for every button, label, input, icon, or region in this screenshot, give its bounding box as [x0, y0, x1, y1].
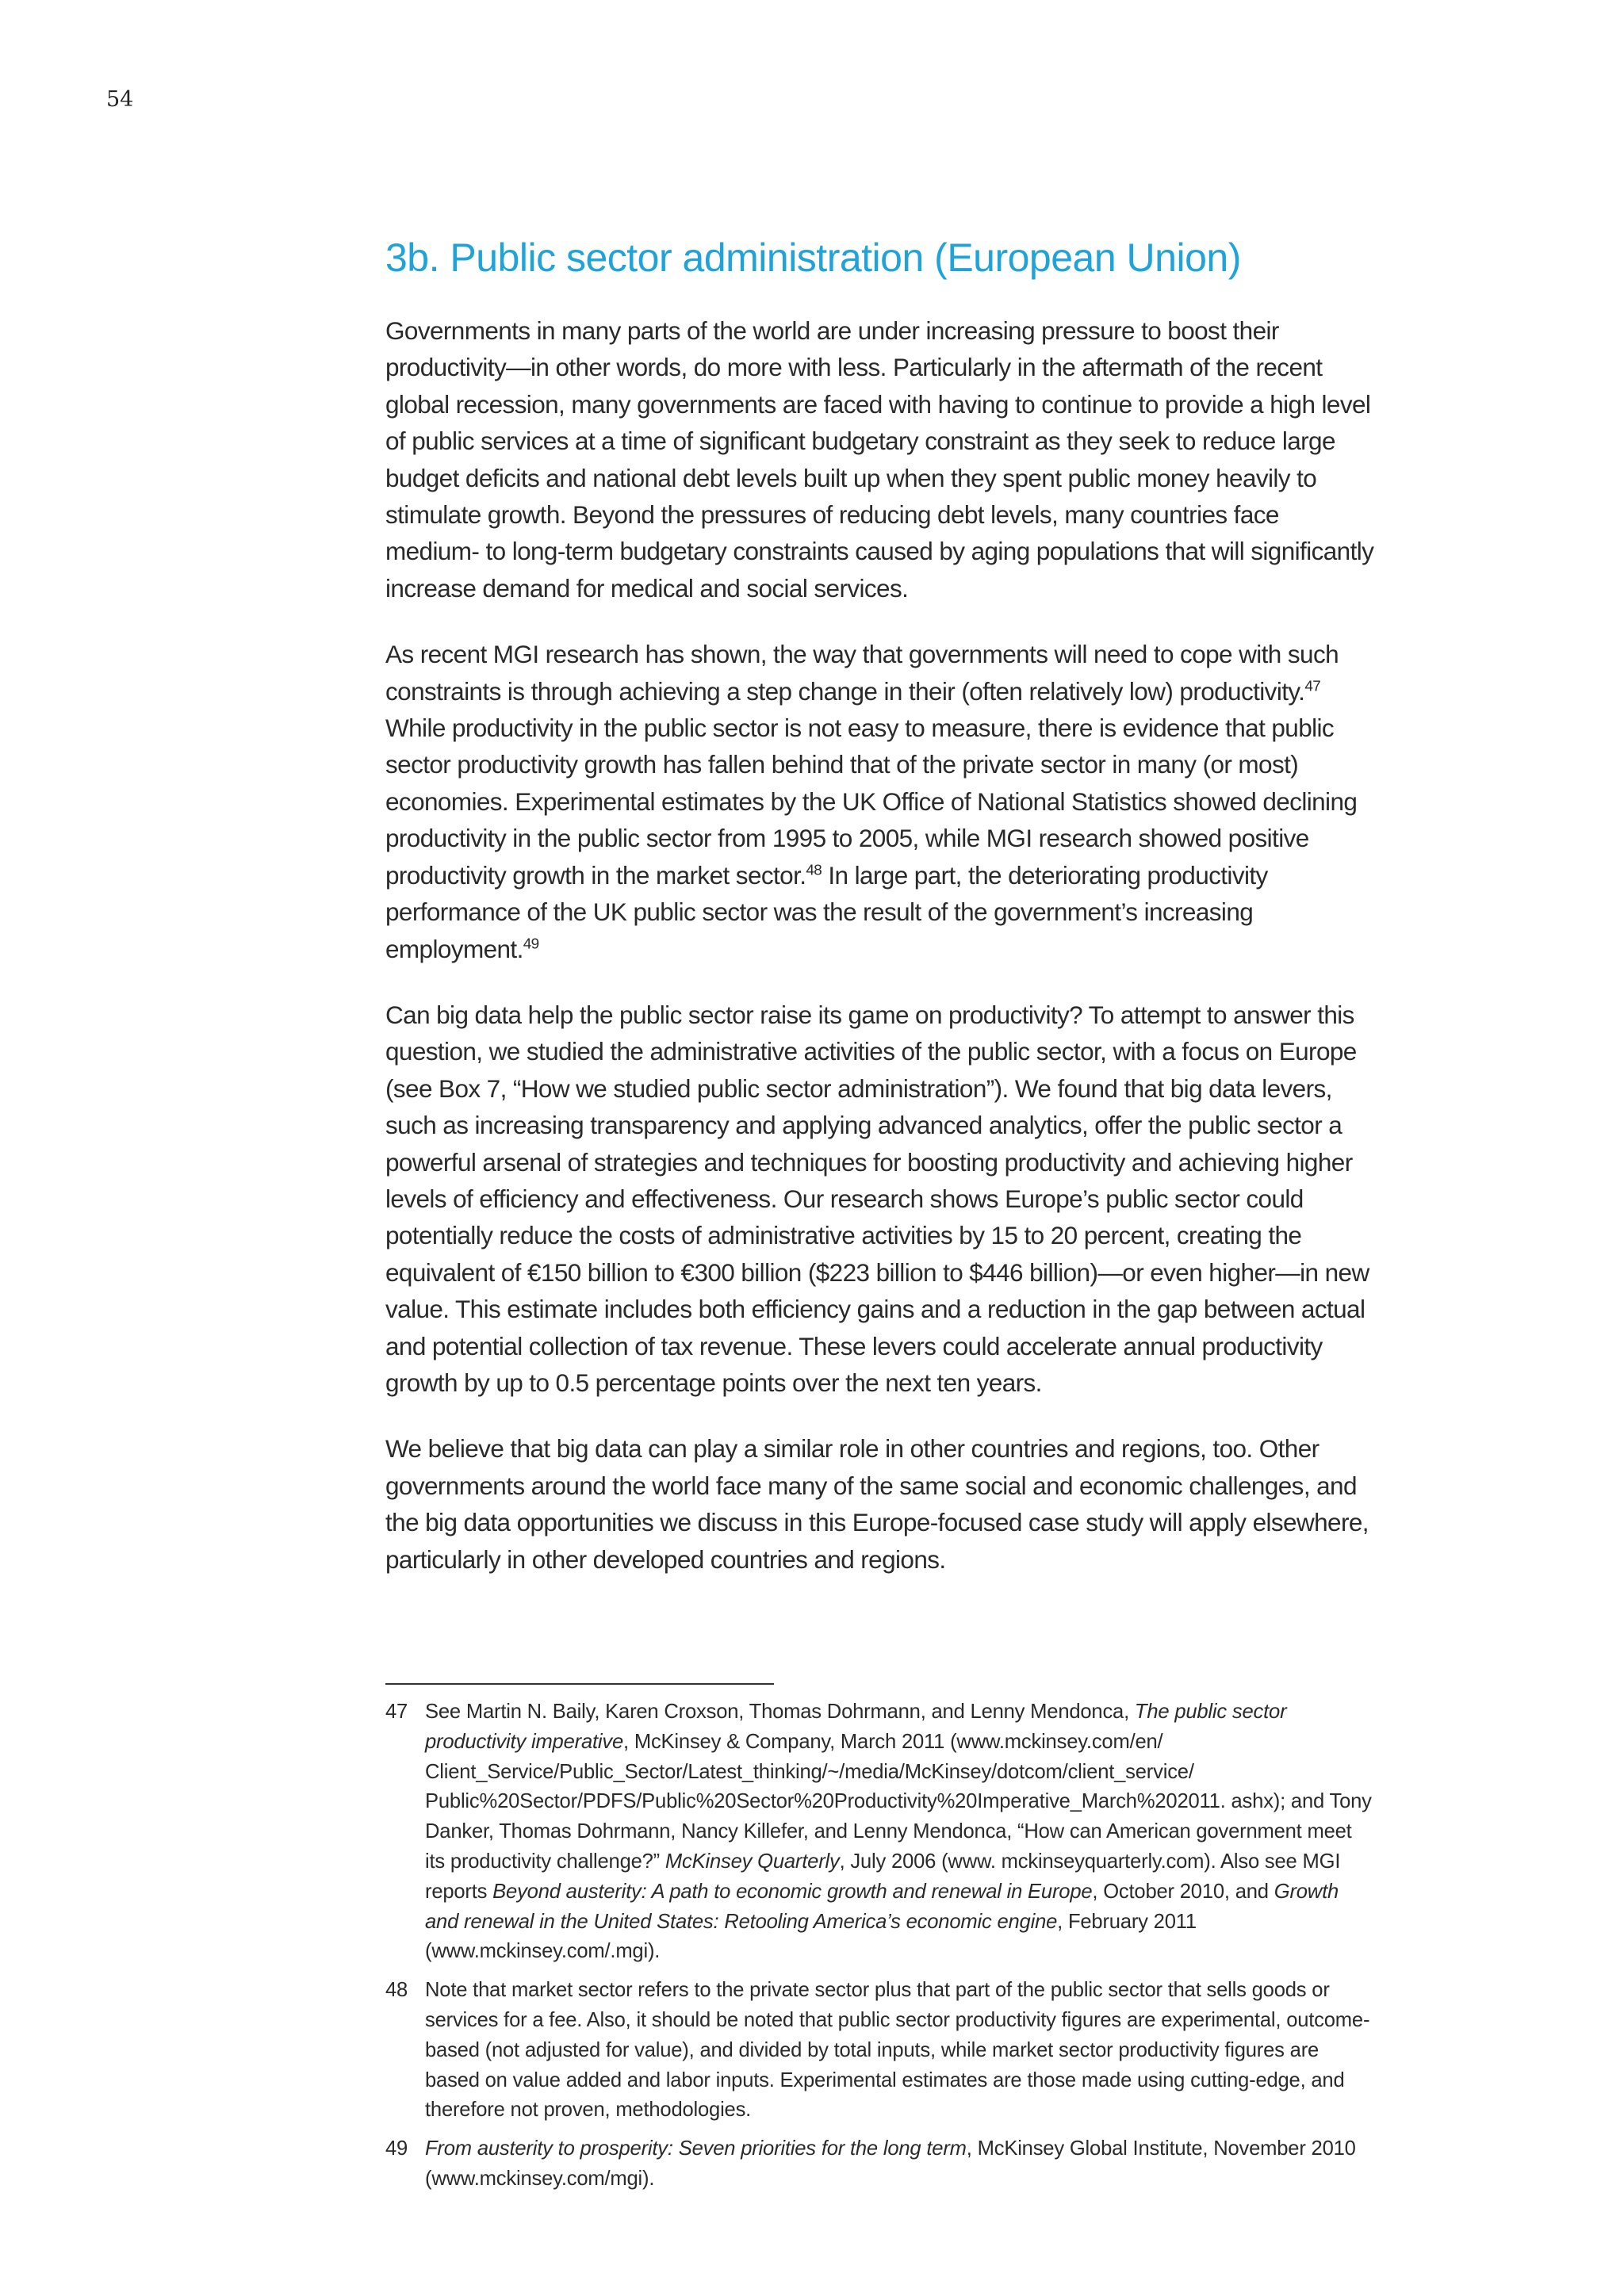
- footnote-title: Growth and renewal in the United States: Retooling America’s economic engine: [425, 1880, 1339, 1933]
- paragraph: We believe that big data can play a similar role in other countries and regions, too. Other governments around the world face many of the same social and economic challenges, and the big data opportunities we discuss in this Europe-focused case study will apply elsewhere, particularly in other developed countries and regions.: [385, 1434, 1369, 1574]
- footnote-title: Beyond austerity: A path to economic growth and renewal in Europe: [492, 1880, 1093, 1903]
- paragraph-text: In large part, the deteriorating productivity performance of the UK public sector was the result of the government’s increasing employment.: [385, 860, 1268, 963]
- footnote-segment: , October 2010, and: [1092, 1880, 1274, 1903]
- paragraph: Can big data help the public sector raise its game on productivity? To attempt to answer this question, we studied the administrative activities of the public sector, with a focus on Europe (see Box 7, “How we studied public sector administration”). We found that big data levers, such as increasing transparency and applying advanced analytics, offer the public sector a powerful arsenal of strategies and techniques for boosting productivity and achieving higher levels of efficiency and effectiveness. Our research shows Europe’s public sector could potentially reduce the costs of administrative activities by 15 to 20 percent, creating the equivalent of €150 billion to €300 billion ($223 billion to $446 billion)—or even higher—in new value. This estimate includes both efficiency gains and a reduction in the gap between actual and potential collection of tax revenue. These levers could accelerate annual productivity growth by up to 0.5 percentage points over the next ten years.: [385, 1000, 1369, 1397]
- footnote-text: [425, 1976, 1377, 2126]
- footnote: [385, 1697, 1377, 1967]
- footnote-segment: , McKinsey & Company, March 2011 (www.mckinsey.com/en/ Client_Service/Public_Sector/Latest_thinking/~/media/McKinsey/dotcom/client_service/ Public%20Sector/PDFS/Public%20Sector%20Productivity%20Imperative_March%202011. ashx); and Tony Danker, Thomas Dohrmann, Nancy Killefer, and Lenny Mendonca, “How can American government meet its productivity challenge?”: [425, 1730, 1372, 1873]
- footnote-number: 49: [385, 2137, 408, 2160]
- footnote-segment: , July 2006 (www. mckinseyquarterly.com). Also see MGI reports: [425, 1850, 1341, 1903]
- footnote-number: 48: [385, 1979, 408, 2002]
- footnote-title: McKinsey Quarterly: [665, 1850, 840, 1873]
- footnote-ref[interactable]: 47: [1304, 678, 1321, 695]
- section-title: 3b. Public sector administration (European Union): [385, 235, 1241, 280]
- footnote-text: [425, 2134, 1377, 2195]
- footnote-segment: , McKinsey Global Institute, November 2010 (www.mckinsey.com/mgi).: [425, 2137, 1356, 2190]
- footnote-ref[interactable]: 49: [523, 936, 539, 952]
- footnote: [385, 1976, 1377, 2126]
- footnote-divider: [385, 1683, 774, 1685]
- paragraph-text: While productivity in the public sector is not easy to measure, there is evidence that public sector productivity growth has fallen behind that of the private sector in many (or most) economies. Experimental estimates by the UK Office of National Statistics showed declining productivity in the public sector from 1995 to 2005, while MGI research showed positive productivity growth in the market sector.: [385, 714, 1358, 890]
- body-text: [385, 312, 1377, 1607]
- paragraph: Governments in many parts of the world are under increasing pressure to boost their productivity—in other words, do more with less. Particularly in the aftermath of the recent global recession, many governments are faced with having to continue to provide a high level of public services at a time of significant budgetary constraint as they seek to reduce large budget deficits and national debt levels built up when they spent public money heavily to stimulate growth. Beyond the pressures of reducing debt levels, many countries face medium- to long-term budgetary constraints caused by aging populations that will significantly increase demand for medical and social services.: [385, 316, 1374, 603]
- footnote-segment: See Martin N. Baily, Karen Croxson, Thomas Dohrmann, and Lenny Mendonca,: [425, 1701, 1135, 1723]
- footnote-segment: , February 2011 (www.mckinsey.com/.mgi).: [425, 1910, 1197, 1963]
- footnote-segment: Note that market sector refers to the private sector plus that part of the public sector that sells goods or services for a fee. Also, it should be noted that public sector productivity figures are experimental, outcome-based (not adjusted for value), and divided by total inputs, while market sector productivity figures are based on value added and labor inputs. Experimental estimates are those made using cutting-edge, and therefore not proven, methodologies.: [425, 1979, 1370, 2122]
- footnote-ref[interactable]: 48: [806, 862, 822, 879]
- footnote: [385, 2134, 1377, 2195]
- footnote-text: [425, 1697, 1377, 1967]
- footnote-title: The public sector productivity imperative: [425, 1701, 1287, 1753]
- paragraph: [385, 636, 1377, 967]
- footnotes: [385, 1697, 1377, 2203]
- footnote-number: 47: [385, 1701, 408, 1723]
- footnote-title: From austerity to prosperity: Seven priorities for the long term: [425, 2137, 967, 2160]
- paragraph-text: As recent MGI research has shown, the way that governments will need to cope with such constraints is through achieving a step change in their (often relatively low) productivity.: [385, 640, 1339, 706]
- page-number: 54: [106, 87, 134, 112]
